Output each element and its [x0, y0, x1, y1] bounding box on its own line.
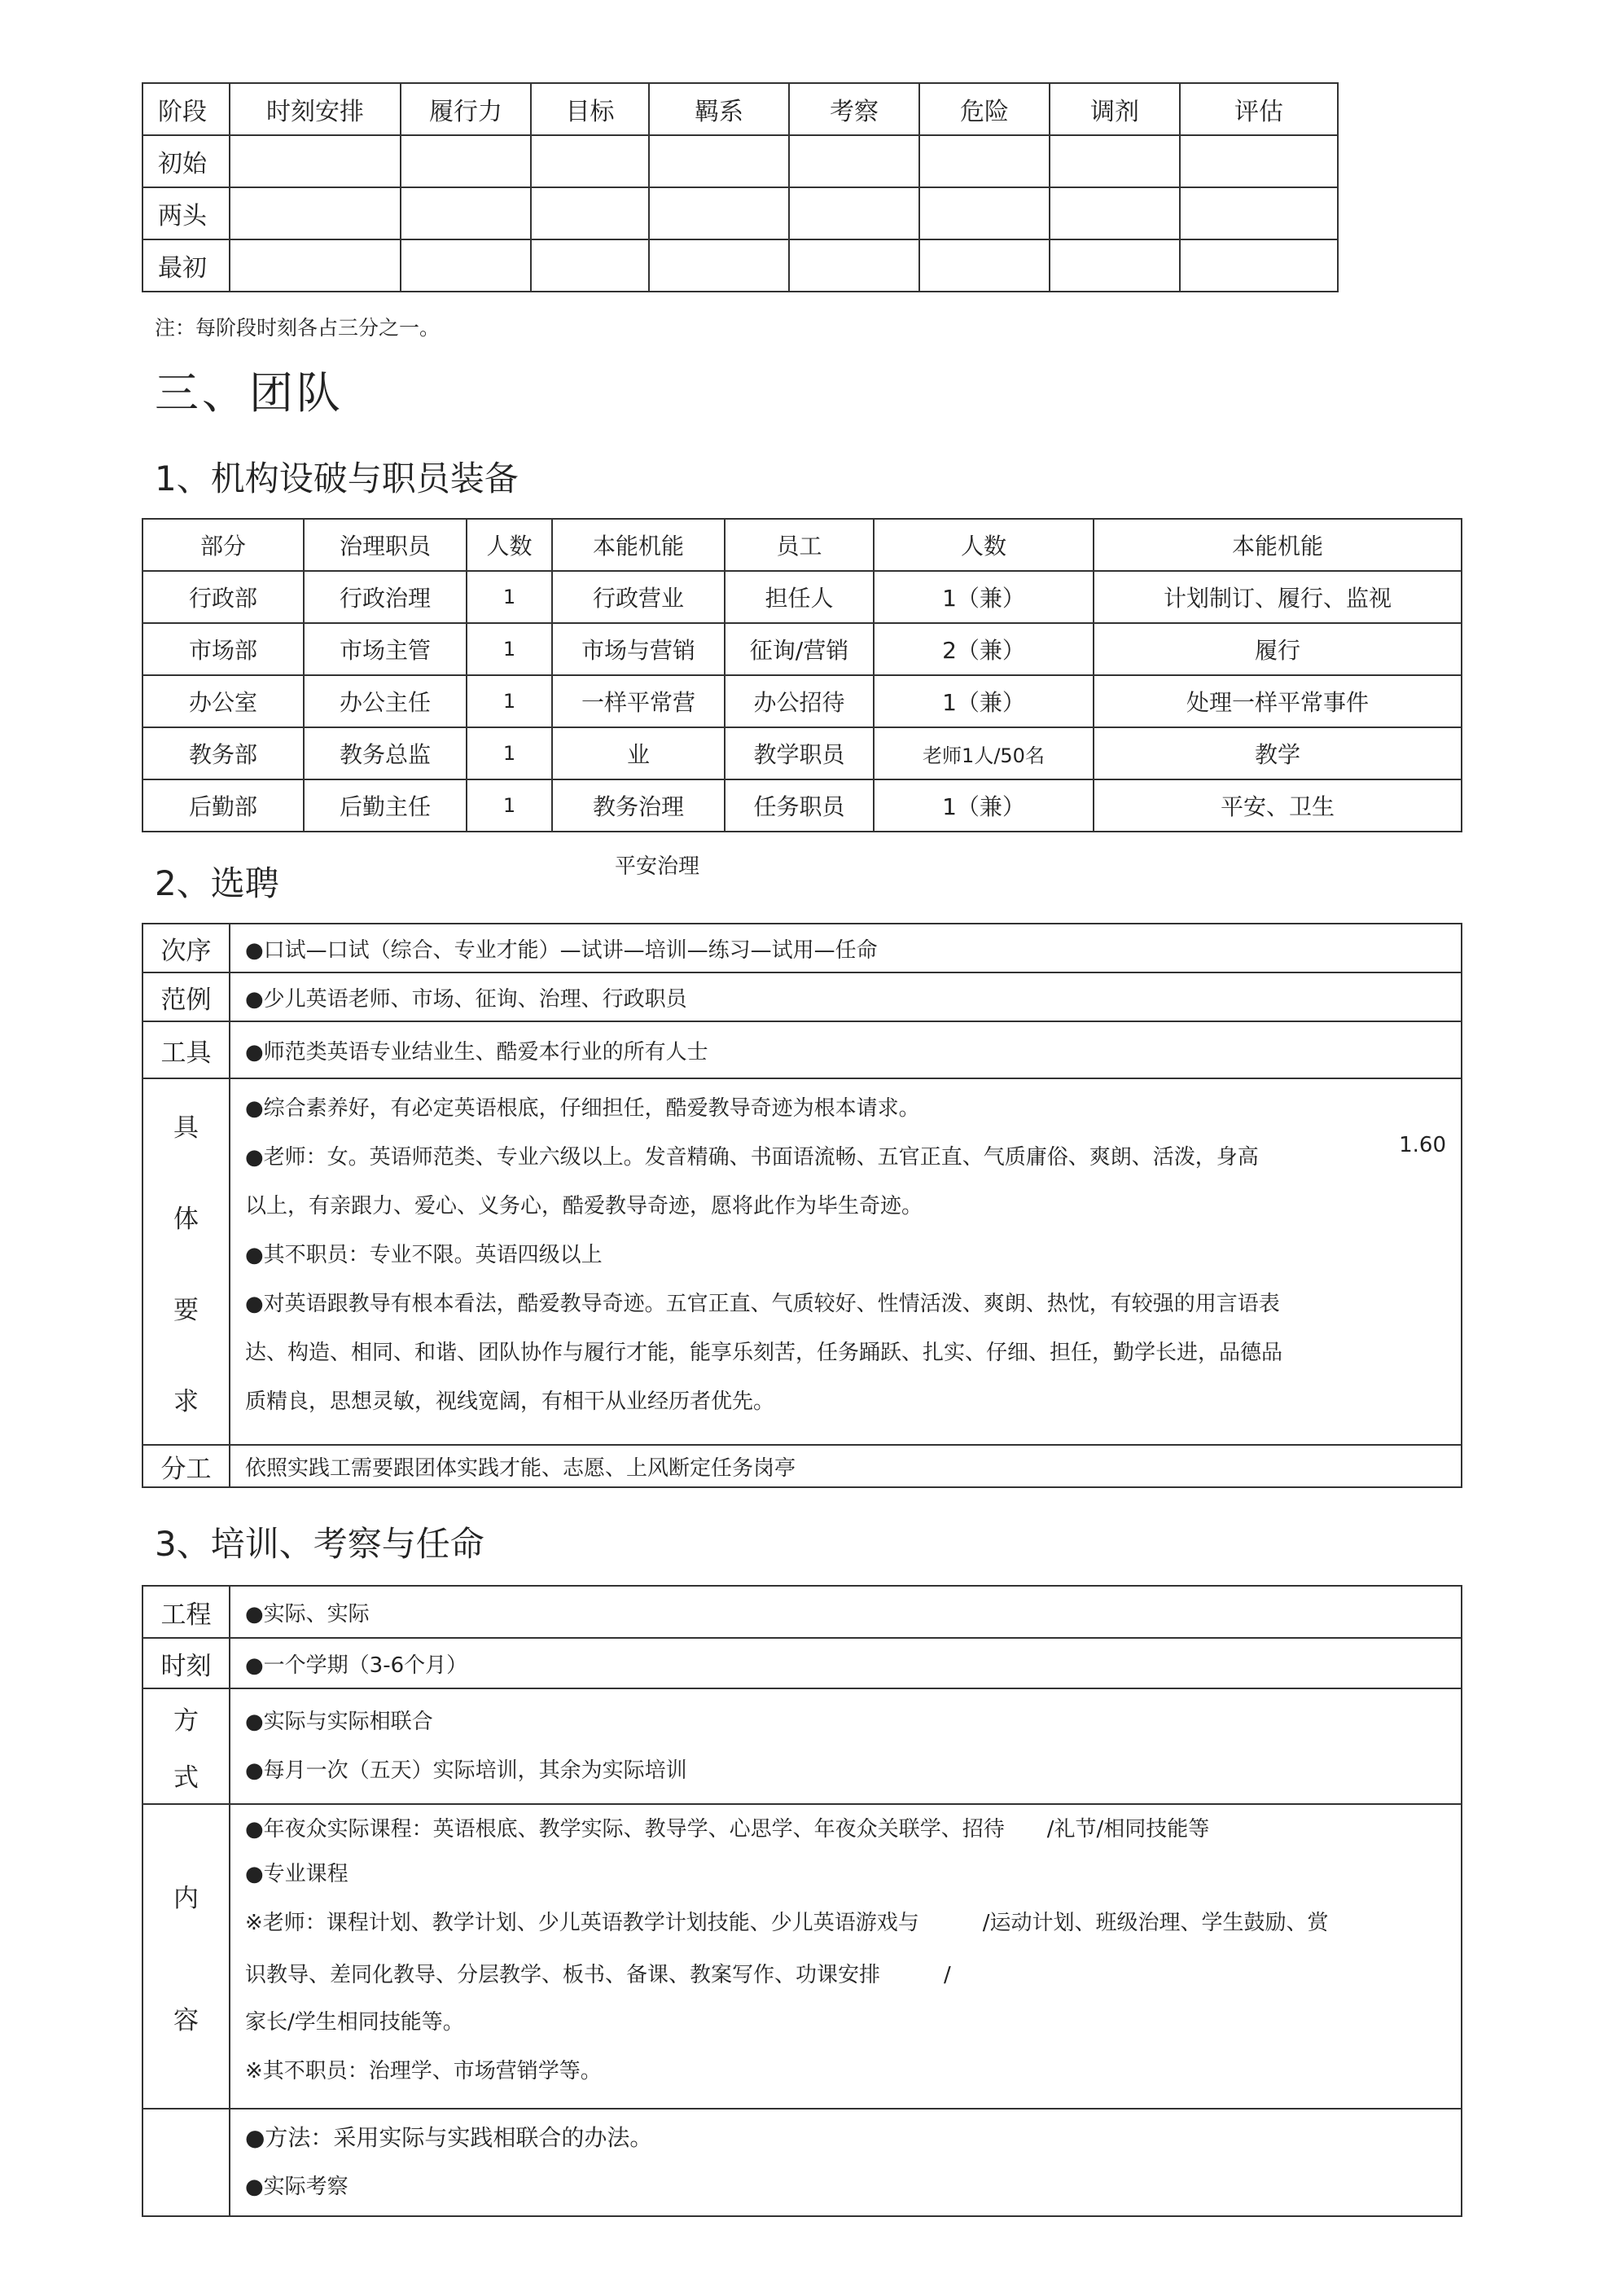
org-cell: 教务总监: [304, 727, 467, 779]
org-cell: 处理一样平常事件: [1094, 675, 1462, 727]
subsection-title-2: 2、选聘: [155, 863, 279, 903]
org-row: [142, 571, 1462, 623]
org-cell: 后勤主任: [304, 779, 467, 832]
training-method-label: 方 式: [173, 1706, 199, 1793]
org-cell: 行政营业: [552, 571, 725, 623]
org-cell: 1: [467, 727, 552, 779]
org-cell: 教学: [1094, 727, 1462, 779]
org-header-cell: 人数: [874, 519, 1094, 571]
org-cell: 1: [467, 571, 552, 623]
org-overflow-text: 平安治理: [615, 854, 700, 879]
recruit-req-line: 以上，有亲跟力、爱心、义务心，酷爱教导奇迹，愿将此作为毕生奇迹。: [245, 1194, 923, 1218]
stage-header-cell: 履行力: [401, 83, 531, 135]
recruit-order-label: 次序: [142, 924, 230, 972]
org-cell: 1（兼）: [874, 779, 1094, 832]
org-cell: 业: [552, 727, 725, 779]
org-cell: 老师1人/50名: [874, 727, 1094, 779]
org-cell: 1: [467, 779, 552, 832]
section-title: 三、团队: [155, 367, 344, 419]
org-header-cell: 本能机能: [552, 519, 725, 571]
org-cell: 履行: [1094, 623, 1462, 675]
org-cell: 任务职员: [725, 779, 874, 832]
training-method-line: ●实际与实际相联合: [245, 1710, 433, 1734]
training-time-row: [142, 1638, 1462, 1688]
org-cell: 教学职员: [725, 727, 874, 779]
training-content-row: [142, 1804, 1462, 2109]
training-proj-row: [142, 1586, 1462, 1638]
org-row: [142, 779, 1462, 832]
stage-header-cell: 危险: [919, 83, 1050, 135]
org-header-row: [142, 519, 1462, 571]
org-table: [142, 518, 1462, 832]
training-content-line: ●专业课程: [245, 1862, 349, 1886]
org-cell: 办公招待: [725, 675, 874, 727]
recruit-req-row: [142, 1078, 1462, 1445]
training-table: [142, 1585, 1462, 2217]
stage-note: 注：每阶段时刻各占三分之一。: [155, 316, 441, 340]
training-time-label: 时刻: [142, 1638, 230, 1688]
org-cell: 后勤部: [142, 779, 304, 832]
training-proj-label: 工程: [142, 1586, 230, 1638]
org-cell: 市场与营销: [552, 623, 725, 675]
stage-row-label: 两头: [142, 187, 230, 239]
recruit-div-row: [142, 1445, 1462, 1487]
recruit-tool-text: ●师范类英语专业结业生、酷爱本行业的所有人士: [230, 1021, 1462, 1078]
recruit-range-text: ●少儿英语老师、市场、征询、治理、行政职员: [230, 972, 1462, 1021]
training-content-line: 识教导、差同化教导、分层教学、板书、备课、教案写作、功课安排 /: [245, 1963, 951, 1987]
org-cell: 教务部: [142, 727, 304, 779]
org-cell: 1（兼）: [874, 571, 1094, 623]
training-content-line: ●年夜众实际课程：英语根底、教学实际、教导学、心思学、年夜众关联学、招待 /礼节/相同技能等: [245, 1817, 1210, 1842]
recruit-req-line: ●对英语跟教导有根本看法，酷爱教导奇迹。五官正直、气质较好、性情活泼、爽朗、热忱，有较强的用言语表: [245, 1292, 1280, 1316]
org-row: [142, 623, 1462, 675]
org-cell: 1: [467, 675, 552, 727]
training-time-text: ●一个学期（3-6个月）: [230, 1638, 1462, 1688]
training-last-line: ●实际考察: [245, 2175, 349, 2199]
stage-row: [142, 187, 1338, 239]
stage-header-cell: 调剂: [1050, 83, 1180, 135]
height-value: 1.60: [1399, 1133, 1446, 1157]
recruit-tool-row: [142, 1021, 1462, 1078]
recruit-div-text: 依照实践工需要跟团体实践才能、志愿、上风断定任务岗亭: [230, 1445, 1462, 1487]
recruit-div-label: 分工: [142, 1445, 230, 1487]
org-cell: 市场主管: [304, 623, 467, 675]
recruit-req-label: 具 体 要 求: [173, 1113, 199, 1416]
stage-table: [142, 82, 1339, 292]
training-last-line: ●方法：采用实际与实践相联合的办法。: [245, 2124, 653, 2151]
org-cell: 市场部: [142, 623, 304, 675]
org-cell: 1: [467, 623, 552, 675]
subsection-title-1: 1、机构设破与职员装备: [155, 459, 519, 498]
recruit-req-line: ●综合素养好，有必定英语根底，仔细担任，酷爱教导奇迹为根本请求。: [245, 1096, 920, 1121]
recruit-range-label: 范例: [142, 972, 230, 1021]
org-cell: 一样平常营: [552, 675, 725, 727]
stage-header-cell: 时刻安排: [230, 83, 401, 135]
subsection-title-3: 3、培训、考察与任命: [155, 1524, 484, 1564]
stage-header-cell: 阶段: [142, 83, 230, 135]
recruit-req-line: 质精良，思想灵敏，视线宽阔，有相干从业经历者优先。: [245, 1389, 775, 1414]
recruit-order-text: ●口试—口试（综合、专业才能）—试讲—培训—练习—试用—任命: [230, 924, 1462, 972]
recruit-req-line: ●其不职员：专业不限。英语四级以上: [245, 1243, 603, 1267]
stage-header-cell: 考察: [789, 83, 919, 135]
org-row: [142, 727, 1462, 779]
org-cell: 计划制订、履行、监视: [1094, 571, 1462, 623]
org-cell: 1（兼）: [874, 675, 1094, 727]
org-header-cell: 本能机能: [1094, 519, 1462, 571]
training-method-line: ●每月一次（五天）实际培训，其余为实际培训: [245, 1758, 687, 1783]
training-proj-text: ●实际、实际: [230, 1586, 1462, 1638]
stage-row-label: 最初: [142, 239, 230, 292]
stage-row-label: 初始: [142, 135, 230, 187]
org-header-cell: 员工: [725, 519, 874, 571]
org-cell: 行政治理: [304, 571, 467, 623]
org-cell: 办公室: [142, 675, 304, 727]
recruit-range-row: [142, 972, 1462, 1021]
training-method-row: [142, 1688, 1462, 1804]
stage-header-cell: 评估: [1180, 83, 1338, 135]
org-header-cell: 部分: [142, 519, 304, 571]
stage-row: [142, 239, 1338, 292]
recruit-table: [142, 923, 1462, 1488]
training-content-label: 内 容: [173, 1883, 199, 2035]
org-cell: 行政部: [142, 571, 304, 623]
org-header-cell: 人数: [467, 519, 552, 571]
stage-header-cell: 羁系: [649, 83, 789, 135]
org-cell: 教务治理: [552, 779, 725, 832]
recruit-tool-label: 工具: [142, 1021, 230, 1078]
org-header-cell: 治理职员: [304, 519, 467, 571]
org-cell: 担任人: [725, 571, 874, 623]
org-cell: 平安、卫生: [1094, 779, 1462, 832]
stage-header-row: [142, 83, 1338, 135]
training-content-line: ※老师：课程计划、教学计划、少儿英语教学计划技能、少儿英语游戏与 /运动计划、班级治理、学生鼓励、赏: [245, 1911, 1329, 1935]
stage-row: [142, 135, 1338, 187]
recruit-order-row: [142, 924, 1462, 972]
org-cell: 2（兼）: [874, 623, 1094, 675]
recruit-req-line: 达、构造、相同、和谐、团队协作与履行才能，能享乐刻苦，任务踊跃、扎实、仔细、担任，勤学长进，品德品: [245, 1341, 1283, 1365]
training-content-line: 家长/学生相同技能等。: [245, 2010, 464, 2035]
org-row: [142, 675, 1462, 727]
recruit-req-line: ●老师：女。英语师范类、专业六级以上。发音精确、书面语流畅、五官正直、气质庸俗、爽朗、活泼，身高: [245, 1145, 1259, 1170]
training-content-line: ※其不职员：治理学、市场营销学等。: [245, 2059, 602, 2083]
training-last-row: [142, 2109, 1462, 2216]
org-cell: 办公主任: [304, 675, 467, 727]
org-cell: 征询/营销: [725, 623, 874, 675]
stage-header-cell: 目标: [531, 83, 649, 135]
